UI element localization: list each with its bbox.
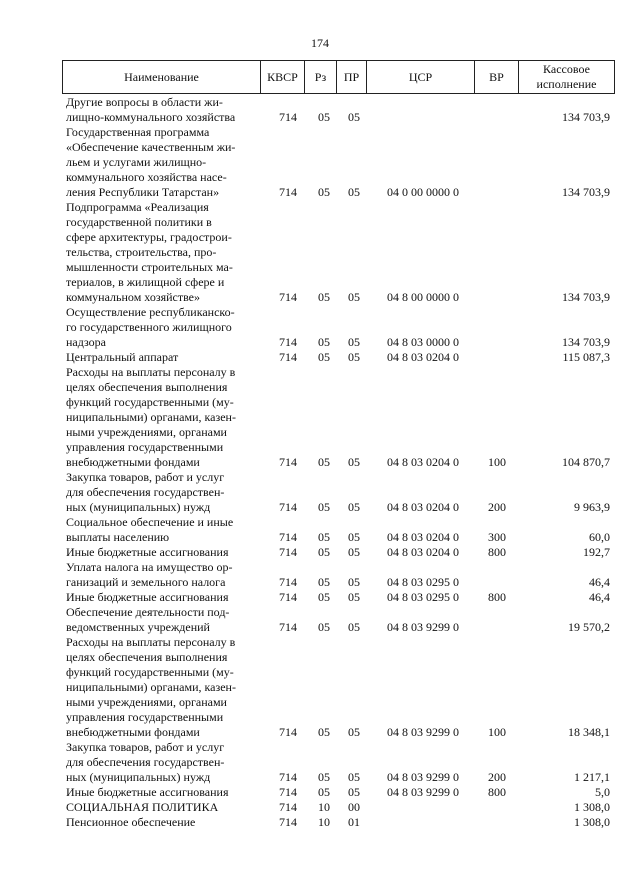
row-name-line: для обеспечения государствен-	[66, 755, 225, 769]
row-kvsr: 714	[279, 800, 297, 814]
row-name-line: Осуществление республиканско-	[66, 305, 235, 319]
table-row	[0, 605, 640, 635]
table-row	[0, 350, 640, 365]
row-name-line: Пенсионное обеспечение	[66, 815, 196, 829]
row-kvsr: 714	[279, 185, 297, 199]
row-pr: 05	[348, 545, 360, 559]
row-name	[66, 365, 258, 470]
row-kvsr: 714	[279, 725, 297, 739]
row-name-line: Уплата налога на имущество ор-	[66, 560, 233, 574]
row-pr: 00	[348, 800, 360, 814]
table-row	[0, 545, 640, 560]
row-rz: 05	[318, 785, 330, 799]
row-rz: 05	[318, 620, 330, 634]
row-name	[66, 785, 258, 800]
row-name-line: Закупка товаров, работ и услуг	[66, 470, 225, 484]
row-vr: 800	[488, 785, 506, 799]
row-pr: 05	[348, 500, 360, 514]
row-sum: 5,0	[595, 785, 610, 799]
row-name-line: ления Республики Татарстан»	[66, 185, 220, 199]
row-rz: 05	[318, 335, 330, 349]
row-name-line: тельства, строительства, про-	[66, 245, 217, 259]
row-name-line: Обеспечение деятельности под-	[66, 605, 230, 619]
row-kvsr: 714	[279, 815, 297, 829]
row-name-line: управления государственными	[66, 710, 224, 724]
row-sum: 134 703,9	[562, 110, 610, 124]
table-row	[0, 95, 640, 125]
row-sum: 1 217,1	[574, 770, 610, 784]
row-sum: 104 870,7	[562, 455, 610, 469]
row-csr: 04 8 03 9299 0	[387, 770, 459, 784]
table-row	[0, 365, 640, 470]
row-name-line: льем и услугами жилищно-	[66, 155, 207, 169]
row-rz: 05	[318, 725, 330, 739]
row-name-line: Другие вопросы в области жи-	[66, 95, 223, 109]
row-name	[66, 635, 258, 740]
row-pr: 05	[348, 350, 360, 364]
table-row	[0, 635, 640, 740]
row-name-line: для обеспечения государствен-	[66, 485, 225, 499]
table-body	[0, 95, 640, 830]
row-name-line: «Обеспечение качественным жи-	[66, 140, 236, 154]
row-csr: 04 8 03 0204 0	[387, 500, 459, 514]
row-pr: 05	[348, 785, 360, 799]
row-name	[66, 560, 258, 590]
row-sum: 19 570,2	[568, 620, 610, 634]
row-csr: 04 8 03 9299 0	[387, 785, 459, 799]
row-rz: 05	[318, 500, 330, 514]
row-csr: 04 8 03 0204 0	[387, 455, 459, 469]
header-kvsr: КВСР	[261, 61, 305, 93]
row-vr: 200	[488, 500, 506, 514]
row-name-line: Центральный аппарат	[66, 350, 179, 364]
row-csr: 04 0 00 0000 0	[387, 185, 459, 199]
table-row	[0, 470, 640, 515]
row-kvsr: 714	[279, 350, 297, 364]
row-name-line: лищно-коммунального хозяйства	[66, 110, 236, 124]
table-row	[0, 800, 640, 815]
row-kvsr: 714	[279, 590, 297, 604]
row-name-line: Иные бюджетные ассигнования	[66, 545, 229, 559]
row-name-line: управления государственными	[66, 440, 224, 454]
row-name-line: внебюджетными фондами	[66, 455, 200, 469]
row-name	[66, 590, 258, 605]
row-name	[66, 95, 258, 125]
row-pr: 05	[348, 335, 360, 349]
row-pr: 05	[348, 110, 360, 124]
row-name-line: надзора	[66, 335, 106, 349]
row-kvsr: 714	[279, 770, 297, 784]
row-name-line: ными учреждениями, органами	[66, 695, 227, 709]
table-row	[0, 125, 640, 200]
row-kvsr: 714	[279, 455, 297, 469]
row-sum: 134 703,9	[562, 335, 610, 349]
row-vr: 100	[488, 455, 506, 469]
table-row	[0, 815, 640, 830]
row-sum: 134 703,9	[562, 185, 610, 199]
row-name-line: Расходы на выплаты персоналу в	[66, 365, 236, 379]
row-kvsr: 714	[279, 620, 297, 634]
row-name-line: Подпрограмма «Реализация	[66, 200, 209, 214]
row-csr: 04 8 03 0000 0	[387, 335, 459, 349]
table-row	[0, 200, 640, 305]
row-vr: 800	[488, 545, 506, 559]
row-csr: 04 8 03 0204 0	[387, 350, 459, 364]
page-number: 174	[311, 36, 329, 50]
row-rz: 05	[318, 290, 330, 304]
row-sum: 134 703,9	[562, 290, 610, 304]
row-csr: 04 8 03 0295 0	[387, 575, 459, 589]
header-sum	[519, 61, 614, 93]
row-rz: 05	[318, 455, 330, 469]
row-sum: 60,0	[589, 530, 610, 544]
row-pr: 05	[348, 620, 360, 634]
row-name-line: коммунальном хозяйстве»	[66, 290, 200, 304]
row-rz: 05	[318, 530, 330, 544]
row-name-line: ведомственных учреждений	[66, 620, 210, 634]
row-rz: 10	[318, 815, 330, 829]
row-pr: 05	[348, 770, 360, 784]
row-kvsr: 714	[279, 290, 297, 304]
row-kvsr: 714	[279, 500, 297, 514]
row-rz: 05	[318, 575, 330, 589]
row-rz: 05	[318, 545, 330, 559]
row-pr: 01	[348, 815, 360, 829]
row-sum: 1 308,0	[574, 800, 610, 814]
table-row	[0, 590, 640, 605]
row-name-line: мышленности строительных ма-	[66, 260, 233, 274]
header-vr: ВР	[475, 61, 519, 93]
row-name-line: Закупка товаров, работ и услуг	[66, 740, 225, 754]
header-pr: ПР	[337, 61, 367, 93]
table-row	[0, 515, 640, 545]
row-kvsr: 714	[279, 530, 297, 544]
row-vr: 800	[488, 590, 506, 604]
row-name-line: функций государственными (му-	[66, 395, 234, 409]
row-name	[66, 740, 258, 785]
row-rz: 05	[318, 590, 330, 604]
row-name-line: ных (муниципальных) нужд	[66, 500, 211, 514]
row-name-line: внебюджетными фондами	[66, 725, 200, 739]
row-name-line: Иные бюджетные ассигнования	[66, 590, 229, 604]
row-kvsr: 714	[279, 110, 297, 124]
row-pr: 05	[348, 290, 360, 304]
row-name-line: коммунального хозяйства насе-	[66, 170, 227, 184]
row-sum: 18 348,1	[568, 725, 610, 739]
table-row	[0, 740, 640, 785]
row-pr: 05	[348, 455, 360, 469]
row-sum: 46,4	[589, 575, 610, 589]
row-rz: 05	[318, 350, 330, 364]
row-name-line: ниципальными) органами, казен-	[66, 410, 236, 424]
row-pr: 05	[348, 185, 360, 199]
header-sum-line2: исполнение	[536, 77, 597, 91]
row-rz: 05	[318, 185, 330, 199]
row-name	[66, 470, 258, 515]
row-sum: 192,7	[583, 545, 610, 559]
row-name-line: ных (муниципальных) нужд	[66, 770, 211, 784]
row-name-line: целях обеспечения выполнения	[66, 650, 228, 664]
row-csr: 04 8 03 0204 0	[387, 545, 459, 559]
header-name: Наименование	[63, 61, 261, 93]
table-row	[0, 785, 640, 800]
row-name-line: ными учреждениями, органами	[66, 425, 227, 439]
header-csr: ЦСР	[367, 61, 475, 93]
row-kvsr: 714	[279, 335, 297, 349]
row-sum: 9 963,9	[574, 500, 610, 514]
row-csr: 04 8 03 0295 0	[387, 590, 459, 604]
row-name-line: государственной политики в	[66, 215, 212, 229]
row-name-line: функций государственными (му-	[66, 665, 234, 679]
row-name	[66, 350, 258, 365]
row-rz: 10	[318, 800, 330, 814]
row-name	[66, 305, 258, 350]
row-csr: 04 8 03 9299 0	[387, 725, 459, 739]
row-name-line: Социальное обеспечение и иные	[66, 515, 234, 529]
row-name	[66, 800, 258, 815]
row-sum: 1 308,0	[574, 815, 610, 829]
row-kvsr: 714	[279, 575, 297, 589]
row-name-line: териалов, в жилищной сфере и	[66, 275, 225, 289]
row-csr: 04 8 03 0204 0	[387, 530, 459, 544]
table-header	[62, 60, 615, 94]
row-pr: 05	[348, 575, 360, 589]
row-name-line: Расходы на выплаты персоналу в	[66, 635, 236, 649]
header-rz: Рз	[305, 61, 337, 93]
row-kvsr: 714	[279, 545, 297, 559]
row-name	[66, 200, 258, 305]
row-name-line: ниципальными) органами, казен-	[66, 680, 236, 694]
row-rz: 05	[318, 110, 330, 124]
row-vr: 200	[488, 770, 506, 784]
table-row	[0, 560, 640, 590]
row-name	[66, 515, 258, 545]
row-vr: 300	[488, 530, 506, 544]
row-csr: 04 8 00 0000 0	[387, 290, 459, 304]
row-name-line: сфере архитектуры, градострои-	[66, 230, 232, 244]
row-name	[66, 545, 258, 560]
row-name-line: Иные бюджетные ассигнования	[66, 785, 229, 799]
row-vr: 100	[488, 725, 506, 739]
row-name	[66, 125, 258, 200]
row-csr: 04 8 03 9299 0	[387, 620, 459, 634]
row-pr: 05	[348, 725, 360, 739]
row-name	[66, 605, 258, 635]
row-name	[66, 815, 258, 830]
row-name-line: ганизаций и земельного налога	[66, 575, 226, 589]
row-name-line: го государственного жилищного	[66, 320, 232, 334]
row-pr: 05	[348, 530, 360, 544]
row-sum: 46,4	[589, 590, 610, 604]
row-name-line: целях обеспечения выполнения	[66, 380, 228, 394]
header-sum-line1: Кассовое	[543, 62, 590, 76]
row-kvsr: 714	[279, 785, 297, 799]
row-rz: 05	[318, 770, 330, 784]
table-row	[0, 305, 640, 350]
row-name-line: выплаты населению	[66, 530, 170, 544]
row-name-line: Государственная программа	[66, 125, 210, 139]
row-sum: 115 087,3	[562, 350, 610, 364]
row-name-line: СОЦИАЛЬНАЯ ПОЛИТИКА	[66, 800, 219, 814]
row-pr: 05	[348, 590, 360, 604]
